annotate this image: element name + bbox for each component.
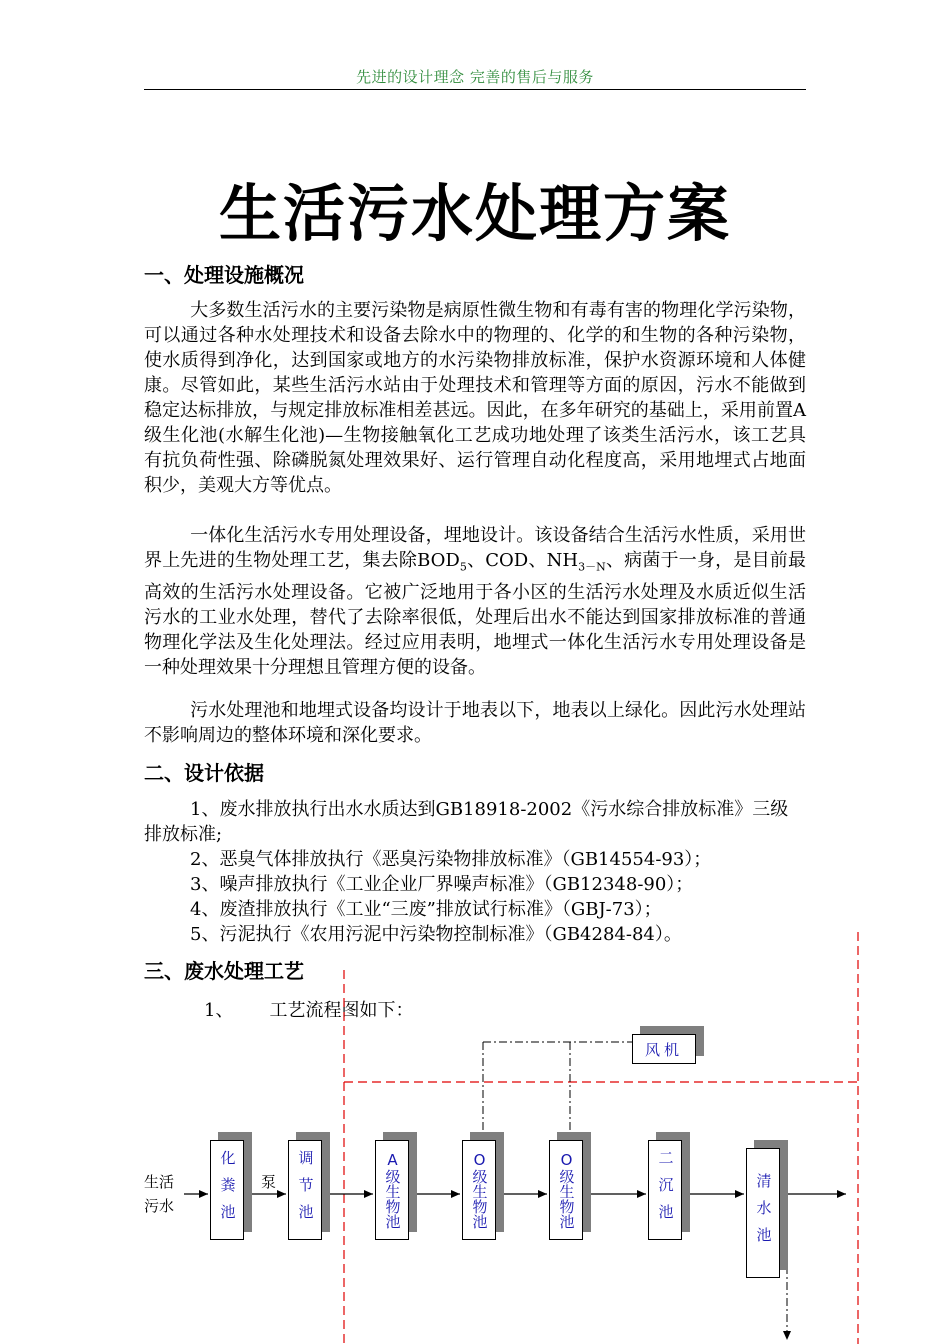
tank-regulating: [288, 1140, 330, 1240]
design-basis-item-3: 3、噪声排放执行《工业企业厂界噪声标准》（GB12348-90）；: [190, 874, 694, 895]
blower-label: 风机: [632, 1034, 696, 1064]
tank-o-bio-2: [549, 1140, 591, 1240]
bod-subscript: 5: [459, 560, 467, 574]
flow-intro-text: 工艺流程图如下：: [269, 1000, 414, 1021]
tank-clear-water-label: 清水池: [746, 1148, 780, 1278]
header-slogan: 先进的设计理念 完善的售后与服务: [356, 68, 594, 86]
design-basis-item-2: 2、恶臭气体排放执行《恶臭污染物排放标准》（GB14554-93）；: [190, 849, 712, 870]
section1-paragraph-2-text-c: 、病菌于一身，是目前最高效的生活污水处理设备。它被广泛地用于各小区的生活污水处理及水质近似生活污水的工业水处理，替代了去除率很低，处理后出水不能达到国家排放标准的普通物理化学法及生化处理法。经过应用表明，地埋式一体化生活污水专用处理设备是一种处理效果十分理想且管理方便的设备。: [144, 550, 807, 678]
flow-intro-number: 1、: [204, 1000, 234, 1021]
design-basis-item-4: 4、废渣排放执行《工业“三废”排放试行标准》（GBJ-73）；: [190, 899, 662, 920]
design-basis-item-1-text: 1、废水排放执行出水水质达到GB18918-2002《污水综合排放标准》三级排放标准;: [144, 799, 789, 845]
inlet-label-line-1: 生活: [144, 1173, 175, 1191]
tank-secondary-clarifier-label: 二沉池: [648, 1140, 682, 1240]
tank-secondary-clarifier: [648, 1140, 690, 1240]
pump-label: 泵: [261, 1173, 277, 1191]
section1-paragraph-1-text: 大多数生活污水的主要污染物是病原性微生物和有毒有害的物理化学污染物，可以通过各种水处理技术和设备去除水中的物理的、化学的和生物的各种污染物，使水质得到净化，达到国家或地方的水污染物排放标准，保护水资源环境和人体健康。尽管如此，某些生活污水站由于处理技术和管理等方面的原因，污水不能做到稳定达标排放，与规定排放标准相差甚远。因此，在多年研究的基础上，采用前置A级生化池(水解生化池)—生物接触氧化工艺成功地处理了该类生活污水，该工艺具有抗负荷性强、除磷脱氮处理效果好、运行管理自动化程度高，采用地埋式占地面积少，美观大方等优点。: [144, 300, 806, 496]
section1-paragraph-3-text: 污水处理池和地埋式设备均设计于地表以下，地表以上绿化。因此污水处理站不影响周边的整体环境和深化要求。: [144, 700, 806, 746]
tank-a-bio: [375, 1140, 417, 1240]
tank-o-bio-1: [462, 1140, 504, 1240]
inlet-label: [144, 1170, 174, 1218]
section1-paragraph-2-text-a: 一体化生活污水专用处理设备，埋地设计。该设备结合生活污水性质，采用世界上先进的生物处理工艺，集去除BOD: [144, 525, 806, 571]
tank-o-bio-2-label: O级生物池: [549, 1140, 583, 1240]
section1-heading: 一、处理设施概况: [144, 263, 304, 287]
design-basis-item-5: 5、污泥执行《农用污泥中污染物控制标准》（GB4284-84）。: [190, 924, 682, 945]
section1-paragraph-2-text-b: 、COD、NH: [466, 550, 579, 571]
tank-clear-water: [746, 1148, 788, 1278]
tank-septic-label: 化粪池: [210, 1140, 244, 1240]
inlet-label-line-2: 污水: [144, 1197, 175, 1215]
document-title: 生活污水处理方案: [218, 177, 731, 250]
nh-subscript: 3－N: [578, 560, 606, 574]
tank-septic: [210, 1140, 252, 1240]
tank-o-bio-1-label: O级生物池: [462, 1140, 496, 1240]
tank-regulating-label: 调节池: [288, 1140, 322, 1240]
tank-a-bio-label: A级生物池: [375, 1140, 409, 1240]
section3-heading: 三、废水处理工艺: [144, 959, 304, 983]
section2-heading: 二、设计依据: [144, 761, 264, 785]
blower-box: [632, 1034, 696, 1064]
